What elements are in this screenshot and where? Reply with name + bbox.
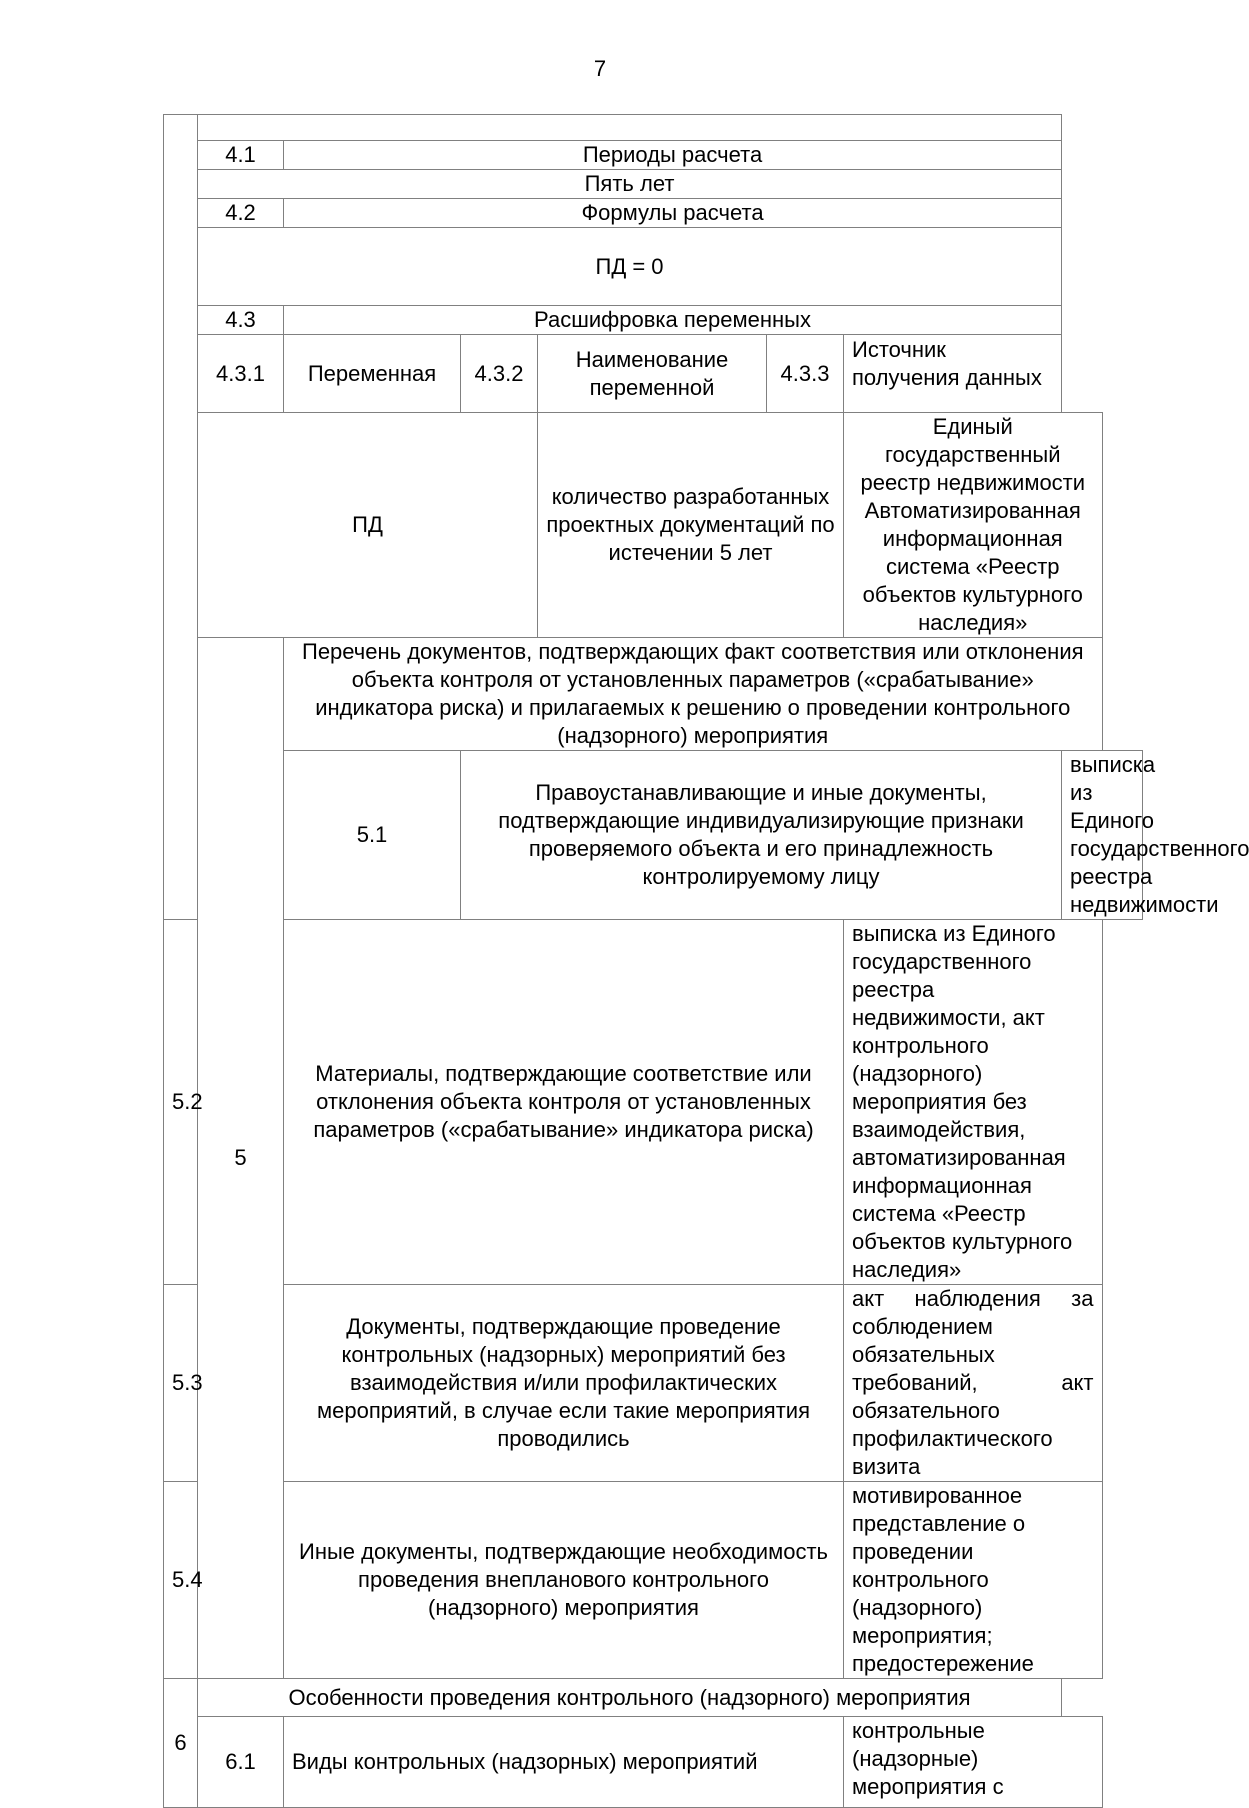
- section-number: 5: [198, 638, 284, 1679]
- section-number-cell: [164, 115, 198, 920]
- item-number: 5.1: [284, 751, 461, 920]
- header-data-source: Источник получения данных: [844, 335, 1062, 413]
- row-number: 4.1: [198, 141, 284, 170]
- variables-header-row: [164, 335, 1143, 413]
- item-number: 5.4: [164, 1482, 198, 1679]
- header-number: 4.3.2: [461, 335, 538, 413]
- item-source-line: визита: [852, 1454, 921, 1479]
- section-6-title-row: [164, 1679, 1143, 1717]
- table-row: [164, 306, 1143, 335]
- row-heading: Формулы расчета: [284, 199, 1062, 228]
- item-source: мотивированное представление о проведении контрольного (надзорного) мероприятия; предостережение: [844, 1482, 1103, 1679]
- empty-row: [198, 115, 1062, 141]
- item-document: Иные документы, подтверждающие необходимость проведения внепланового контрольного (надзорного) мероприятия: [284, 1482, 844, 1679]
- variable-symbol: ПД: [198, 413, 538, 638]
- item-number: 6.1: [198, 1717, 284, 1808]
- header-variable-name: Наименование переменной: [538, 335, 767, 413]
- section-title: Перечень документов, подтверждающих факт соответствия или отклонения объекта контроля от установленных параметров («срабатывание» индикатора риска) и прилагаемых к решению о проведении контрольного (надзорного) мероприятия: [284, 638, 1103, 751]
- item-source: выписка из Единого государственного реестра недвижимости: [1062, 751, 1143, 920]
- item-document: Правоустанавливающие и иные документы, подтверждающие индивидуализирующие признаки проверяемого объекта и его принадлежность контролируемому лицу: [461, 751, 1062, 920]
- formula: ПД = 0: [198, 228, 1062, 306]
- table-row: [164, 199, 1143, 228]
- section-number: 6: [164, 1679, 198, 1808]
- table-row: [164, 1285, 1143, 1482]
- item-number: 5.2: [164, 920, 198, 1285]
- item-source-line: требований, акт: [852, 1370, 1094, 1395]
- header-number: 4.3.3: [767, 335, 844, 413]
- table-row: [164, 920, 1143, 1285]
- item-source: выписка из Единого государственного реестра недвижимости, акт контрольного (надзорного) мероприятия без взаимодействия, автоматизированная информационная система «Реестр объектов культурного наследия»: [844, 920, 1103, 1285]
- table-row: [164, 1717, 1143, 1808]
- table-row: [164, 170, 1143, 199]
- item-source-line: обязательного: [852, 1398, 1000, 1423]
- section-5-title-row: [164, 638, 1143, 751]
- item-value: контрольные (надзорные) мероприятия с: [844, 1717, 1103, 1808]
- row-number: 4.2: [198, 199, 284, 228]
- row-heading: Расшифровка переменных: [284, 306, 1062, 335]
- risk-indicator-table: [163, 114, 1249, 1808]
- header-number: 4.3.1: [198, 335, 284, 413]
- row-heading: Периоды расчета: [284, 141, 1062, 170]
- item-source-line: обязательных: [852, 1342, 995, 1367]
- page-number: 7: [593, 56, 607, 81]
- item-label: Виды контрольных (надзорных) мероприятий: [284, 1717, 844, 1808]
- table-row: [164, 751, 1143, 920]
- item-source-line: акт наблюдения за: [852, 1286, 1094, 1311]
- table-row: [164, 1482, 1143, 1679]
- variable-description: количество разработанных проектных документаций по истечении 5 лет: [538, 413, 844, 638]
- row-number: 4.3: [198, 306, 284, 335]
- item-source-line: профилактического: [852, 1426, 1053, 1451]
- item-document: Материалы, подтверждающие соответствие или отклонения объекта контроля от установленных параметров («срабатывание» индикатора риска): [284, 920, 844, 1285]
- period-value: Пять лет: [198, 170, 1062, 199]
- variable-data-source: Единый государственный реестр недвижимости Автоматизированная информационная система «Реестр объектов культурного наследия»: [844, 413, 1103, 638]
- table-row: [164, 115, 1143, 141]
- item-source-line: соблюдением: [852, 1314, 993, 1339]
- item-source: [844, 1285, 1103, 1482]
- table-row: [164, 228, 1143, 306]
- item-number: 5.3: [164, 1285, 198, 1482]
- header-variable: Переменная: [284, 335, 461, 413]
- table-row: [164, 141, 1143, 170]
- item-document: Документы, подтверждающие проведение контрольных (надзорных) мероприятий без взаимодействия и/или профилактических мероприятий, в случае если такие мероприятия проводились: [284, 1285, 844, 1482]
- variable-row: [164, 413, 1143, 638]
- section-title: Особенности проведения контрольного (надзорного) мероприятия: [198, 1679, 1062, 1717]
